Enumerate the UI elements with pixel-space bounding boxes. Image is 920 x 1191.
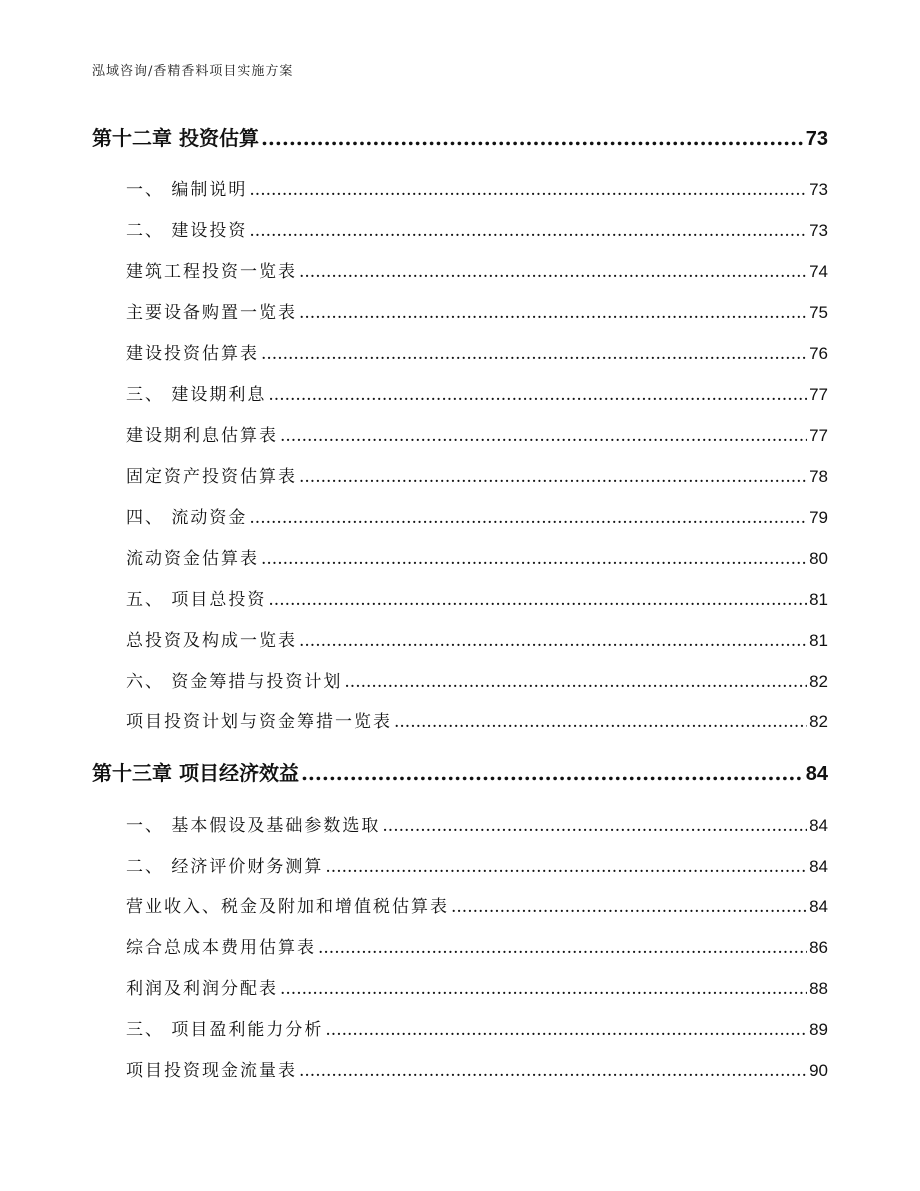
dot-leader	[280, 979, 807, 999]
toc-page-number: 77	[809, 385, 828, 404]
toc-entry-label: 营业收入、税金及附加和增值税估算表	[126, 897, 449, 917]
dot-leader	[299, 262, 807, 282]
toc-page-number: 82	[809, 712, 828, 731]
dot-leader	[451, 897, 807, 917]
toc-entry-label: 二、 经济评价财务测算	[126, 857, 324, 877]
toc-entry-label: 项目投资现金流量表	[126, 1061, 297, 1081]
toc-section-entry[interactable]	[126, 503, 828, 528]
toc-section-entry[interactable]	[126, 257, 828, 282]
dot-leader	[249, 508, 807, 528]
toc-page-number: 84	[809, 816, 828, 835]
running-header: 泓域咨询/香精香料项目实施方案	[92, 64, 294, 79]
toc-page-number: 73	[805, 128, 828, 150]
toc-page-number: 84	[809, 857, 828, 876]
toc-section-entry[interactable]	[126, 852, 828, 877]
toc-page-number: 81	[809, 631, 828, 650]
toc-entry-label: 一、 编制说明	[126, 180, 248, 200]
dot-leader	[325, 1020, 807, 1040]
toc-entry-label: 固定资产投资估算表	[126, 467, 297, 487]
toc-entry-label: 三、 建设期利息	[126, 385, 267, 405]
dot-leader	[268, 590, 807, 610]
toc-section-entry[interactable]	[126, 216, 828, 241]
toc-entry-label: 一、 基本假设及基础参数选取	[126, 816, 381, 836]
toc-section-entry[interactable]	[126, 667, 828, 692]
toc-entry-label: 综合总成本费用估算表	[126, 938, 316, 958]
toc-page-number: 89	[809, 1020, 828, 1039]
toc-entry-label: 利润及利润分配表	[126, 979, 278, 999]
dot-leader	[268, 385, 807, 405]
toc-section-entry[interactable]	[126, 339, 828, 364]
toc-section-entry[interactable]	[126, 707, 828, 732]
dot-leader	[249, 221, 807, 241]
toc-page-number: 80	[809, 549, 828, 568]
toc-page-number: 77	[809, 426, 828, 445]
toc-page-number: 76	[809, 344, 828, 363]
dot-leader	[280, 426, 807, 446]
toc-page-number: 90	[809, 1061, 828, 1080]
dot-leader	[325, 857, 807, 877]
toc-entry-label: 总投资及构成一览表	[126, 631, 297, 651]
toc-section-entry[interactable]	[126, 974, 828, 999]
toc-section-entry[interactable]	[126, 811, 828, 836]
toc-entry-label: 二、 建设投资	[126, 221, 248, 241]
toc-entry-label: 六、 资金筹措与投资计划	[126, 672, 343, 692]
toc-entry-label: 流动资金估算表	[126, 549, 259, 569]
toc-section-entry[interactable]	[126, 585, 828, 610]
toc-page-number: 78	[809, 467, 828, 486]
toc-page-number: 86	[809, 938, 828, 957]
toc-page-number: 88	[809, 979, 828, 998]
toc-entry-label: 三、 项目盈利能力分析	[126, 1020, 324, 1040]
toc-chapter-entry[interactable]	[92, 757, 828, 786]
toc-page-number: 84	[805, 763, 828, 785]
toc-section-entry[interactable]	[126, 1056, 828, 1081]
toc-section-entry[interactable]	[126, 462, 828, 487]
toc-section-entry[interactable]	[126, 1015, 828, 1040]
toc-section-entry[interactable]	[126, 298, 828, 323]
toc-page-number: 84	[809, 897, 828, 916]
dot-leader	[261, 344, 807, 364]
toc-entry-label: 建筑工程投资一览表	[126, 262, 297, 282]
dot-leader	[382, 816, 807, 836]
toc-page-number: 74	[809, 262, 828, 281]
toc-entry-label: 建设投资估算表	[126, 344, 259, 364]
toc-chapter-entry[interactable]	[92, 122, 828, 151]
toc-section-entry[interactable]	[126, 933, 828, 958]
toc-page-number: 73	[809, 180, 828, 199]
dot-leader	[318, 938, 807, 958]
toc-section-entry[interactable]	[126, 421, 828, 446]
toc-section-entry[interactable]	[126, 380, 828, 405]
toc-section-entry[interactable]	[126, 175, 828, 200]
dot-leader	[299, 467, 807, 487]
dot-leader	[299, 631, 807, 651]
dot-leader	[249, 180, 807, 200]
dot-leader	[261, 126, 804, 150]
dot-leader	[299, 303, 807, 323]
toc-page-number: 81	[809, 590, 828, 609]
toc-section-entry[interactable]	[126, 544, 828, 569]
toc-entry-label: 主要设备购置一览表	[126, 303, 297, 323]
toc-entry-label: 项目投资计划与资金筹措一览表	[126, 712, 392, 732]
toc-section-entry[interactable]	[126, 892, 828, 917]
toc-entry-label: 第十三章 项目经济效益	[92, 761, 299, 785]
dot-leader	[301, 761, 804, 785]
toc-page-number: 75	[809, 303, 828, 322]
dot-leader	[299, 1061, 807, 1081]
dot-leader	[261, 549, 807, 569]
toc-page-number: 73	[809, 221, 828, 240]
toc-page-number: 82	[809, 672, 828, 691]
toc-page-number: 79	[809, 508, 828, 527]
toc-entry-label: 四、 流动资金	[126, 508, 248, 528]
toc-section-entry[interactable]	[126, 626, 828, 651]
toc-entry-label: 建设期利息估算表	[126, 426, 278, 446]
dot-leader	[394, 712, 807, 732]
dot-leader	[344, 672, 807, 692]
toc-entry-label: 五、 项目总投资	[126, 590, 267, 610]
toc-entry-label: 第十二章 投资估算	[92, 126, 259, 150]
